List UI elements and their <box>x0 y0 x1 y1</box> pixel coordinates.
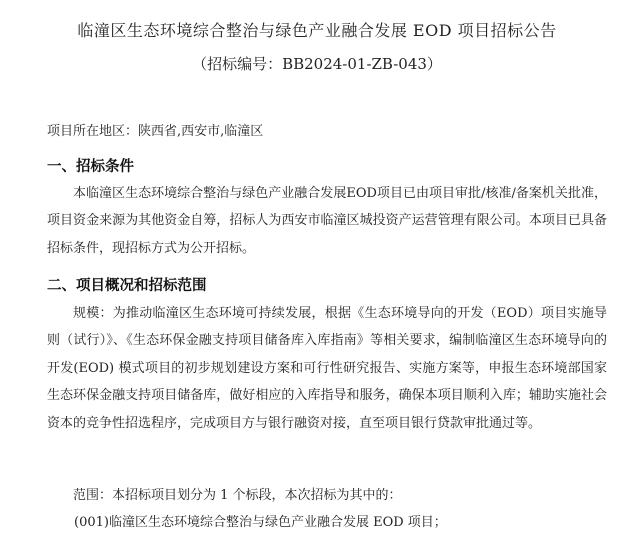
scale-paragraph: 规模：为推动临潼区生态环境可持续发展，根据《生态环境导向的开发（EOD）项目实施导则（试行）》、《生态环保金融支持项目储备库入库指南》等相关要求，编制临潼区生态环境导向的开发(EOD) 模式项目的初步规划建设方案和可行性研究报告、实施方案等，申报生态环境部国家生态环保金融支持项目储备库，做好相应的入库指导和服务，确保本项目顺利入库；辅助实施社会资本的竞争性招选程序，完成项目方与银行融资对接，直至项目银行贷款审批通过等。 <box>47 306 607 431</box>
section-heading-overview: 二、项目概况和招标范围 <box>47 278 207 294</box>
lot-line: (001)临潼区生态环境综合整治与绿色产业融合发展 EOD 项目； <box>74 515 447 530</box>
document-title: 临潼区生态环境综合整治与绿色产业融合发展 EOD 项目招标公告 <box>77 21 557 40</box>
tender-number: （招标编号：BB2024-01-ZB-043） <box>192 55 442 73</box>
section-heading-conditions: 一、招标条件 <box>47 159 134 175</box>
conditions-paragraph: 本临潼区生态环境综合整治与绿色产业融合发展EOD项目已由项目审批/核准/备案机关批准，项目资金来源为其他资金自筹，招标人为西安市临潼区城投资产运营管理有限公司。本项目已具备招标条件，现招标方式为公开招标。 <box>47 186 607 256</box>
scope-paragraph: 范围：本招标项目划分为 1 个标段，本次招标为其中的： <box>73 488 402 503</box>
project-location: 项目所在地区：陕西省,西安市,临潼区 <box>47 124 264 139</box>
